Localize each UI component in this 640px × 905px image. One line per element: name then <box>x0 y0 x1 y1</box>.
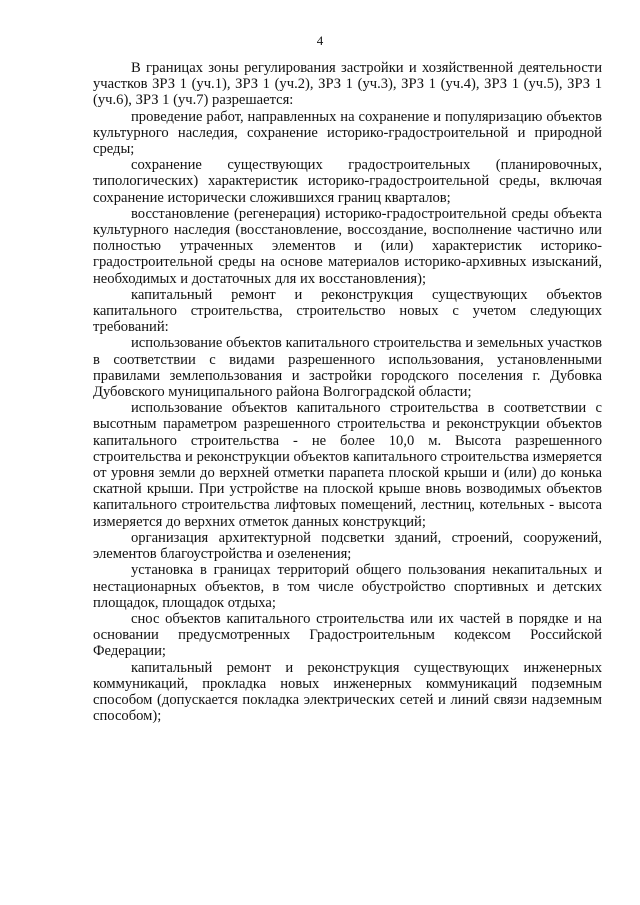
paragraph-item: сохранение существующих градостроительных (планировочных, типологических) характеристик историко-градостроительной среды, включая сохранение исторически сложившихся границ кварталов; <box>93 157 602 206</box>
paragraph-subitem: использование объектов капитального строительства в соответствии с высотным параметром разрешенного строительства и реконструкции объектов капитального строительства - не более 10,0 м. Высота разрешенного строительства и реконструкции объектов капитального строительства измеряется от уровня земли до верхней отметки парапета плоской крыши и (или) до конька скатной крыши. При устройстве на плоской крыше вновь возводимых объектов капитального строительства лифтовых помещений, лестниц, котельных - высота измеряется до верхних отметок данных конструкций; <box>93 400 602 530</box>
paragraph-item: установка в границах территорий общего пользования некапитальных и нестационарных объектов, в том числе обустройство спортивных и детских площадок, площадок отдыха; <box>93 562 602 611</box>
paragraph-item: восстановление (регенерация) историко-градостроительной среды объекта культурного наследия (восстановление, воссоздание, восполнение частично или полностью утраченных элементов и (или) характеристик историко-градостроительной среды на основе материалов историко-архивных изысканий, необходимых и достаточных для их восстановления); <box>93 205 602 287</box>
paragraph-item: проведение работ, направленных на сохранение и популяризацию объектов культурного наследия, сохранение историко-градостроительной и природной среды; <box>93 108 602 158</box>
paragraph-item: капитальный ремонт и реконструкция существующих объектов капитального строительства, строительство новых с учетом следующих требований: <box>93 286 602 336</box>
document-body <box>93 60 602 724</box>
paragraph-intro: В границах зоны регулирования застройки и хозяйственной деятельности участков ЗРЗ 1 (уч.1), ЗРЗ 1 (уч.2), ЗРЗ 1 (уч.3), ЗРЗ 1 (уч.4), ЗРЗ 1 (уч.5), ЗРЗ 1 (уч.6), ЗРЗ 1 (уч.7) разрешается: <box>93 60 602 109</box>
paragraph-item: капитальный ремонт и реконструкция существующих инженерных коммуникаций, прокладка новых инженерных коммуникаций подземным способом (допускается покладка электрических сетей и линий связи надземным способом); <box>93 659 602 725</box>
page-number: 4 <box>316 33 324 48</box>
paragraph-subitem: использование объектов капитального строительства и земельных участков в соответствии с видами разрешенного использования, установленными правилами землепользования и застройки городского поселения г. Дубовка Дубовского муниципального района Волгоградской области; <box>93 335 602 401</box>
paragraph-item: снос объектов капитального строительства или их частей в порядке и на основании предусмотренных Градостроительным кодексом Российской Федерации; <box>93 610 602 660</box>
paragraph-item: организация архитектурной подсветки зданий, строений, сооружений, элементов благоустройства и озеленения; <box>93 529 602 563</box>
